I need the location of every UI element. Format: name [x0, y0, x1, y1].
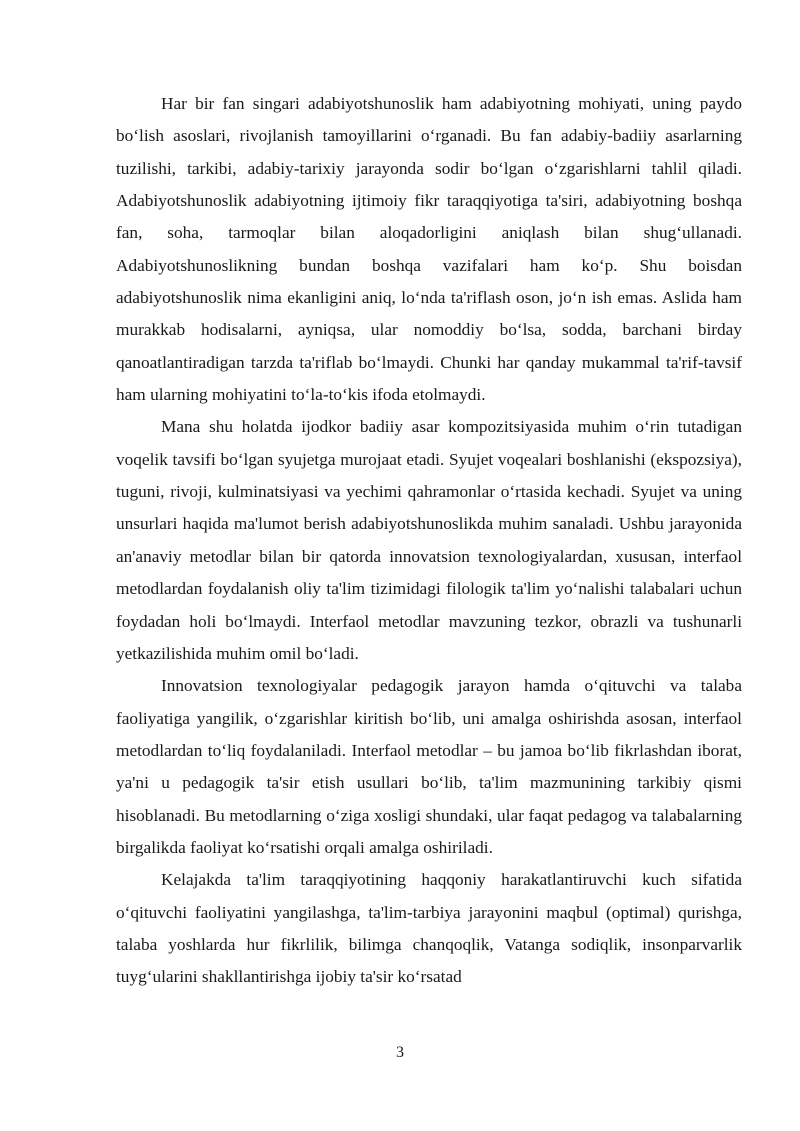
- paragraph-2: Mana shu holatda ijodkor badiiy asar kompozitsiyasida muhim o‘rin tutadigan voqelik tavsifi bo‘lgan syujetga murojaat etadi. Syujet voqealari boshlanishi (ekspozsiya), tuguni, rivoji, kulminatsiyasi va yechimi qahramonlar o‘rtasida kechadi. Syujet va uning unsurlari haqida ma'lumot berish adabiyotshunoslikda muhim sanaladi. Ushbu jarayonida an'anaviy metodlar bilan bir qatorda innovatsion texnologiyalardan, xususan, interfaol metodlardan foydalanish oliy ta'lim tizimidagi filologik ta'lim yo‘nalishi talabalari uchun foydadan holi bo‘lmaydi. Interfaol metodlar mavzuning tezkor, obrazli va tushunarli yetkazilishida muhim omil bo‘ladi.: [116, 417, 742, 663]
- document-body: [116, 88, 742, 994]
- paragraph-4: Kelajakda ta'lim taraqqiyotining haqqoniy harakatlantiruvchi kuch sifatida o‘qituvchi faoliyatini yangilashga, ta'lim-tarbiya jarayonini maqbul (optimal) qurishga, talaba yoshlarda hur fikrlilik, bilimga chanqoqlik, Vatanga sodiqlik, insonparvarlik tuyg‘ularini shakllantirishga ijobiy ta'sir ko‘rsatad: [116, 870, 742, 987]
- paragraph-1: Har bir fan singari adabiyotshunoslik ham adabiyotning mohiyati, uning paydo bo‘lish asoslari, rivojlanish tamoyillarini o‘rganadi. Bu fan adabiy-badiiy asarlarning tuzilishi, tarkibi, adabiy-tarixiy jarayonda sodir bo‘lgan o‘zgarishlarni tahlil qiladi. Adabiyotshunoslik adabiyotning ijtimoiy fikr taraqqiyotiga ta'siri, adabiyotning boshqa fan, soha, tarmoqlar bilan aloqadorligini aniqlash bilan shug‘ullanadi. Adabiyotshunoslikning bundan boshqa vazifalari ham ko‘p. Shu boisdan adabiyotshunoslik nima ekanligini aniq, lo‘nda ta'riflash oson, jo‘n ish emas. Aslida ham murakkab hodisalarni, ayniqsa, ular nomoddiy bo‘lsa, sodda, barchani birday qanoatlantiradigan tarzda ta'riflab bo‘lmaydi. Chunki har qanday mukammal ta'rif-tavsif ham ularning mohiyatini to‘la-to‘kis ifoda etolmaydi.: [116, 94, 742, 405]
- page-number: 3: [396, 1044, 404, 1061]
- paragraph-3: Innovatsion texnologiyalar pedagogik jarayon hamda o‘qituvchi va talaba faoliyatiga yangilik, o‘zgarishlar kiritish bo‘lib, uni amalga oshirishda asosan, interfaol metodlardan to‘liq foydalaniladi. Interfaol metodlar – bu jamoa bo‘lib fikrlashdan iborat, ya'ni u pedagogik ta'sir etish usullari bo‘lib, ta'lim mazmunining tarkibiy qismi hisoblanadi. Bu metodlarning o‘ziga xosligi shundaki, ular faqat pedagog va talabalarning birgalikda faoliyat ko‘rsatishi orqali amalga oshiriladi.: [116, 676, 742, 857]
